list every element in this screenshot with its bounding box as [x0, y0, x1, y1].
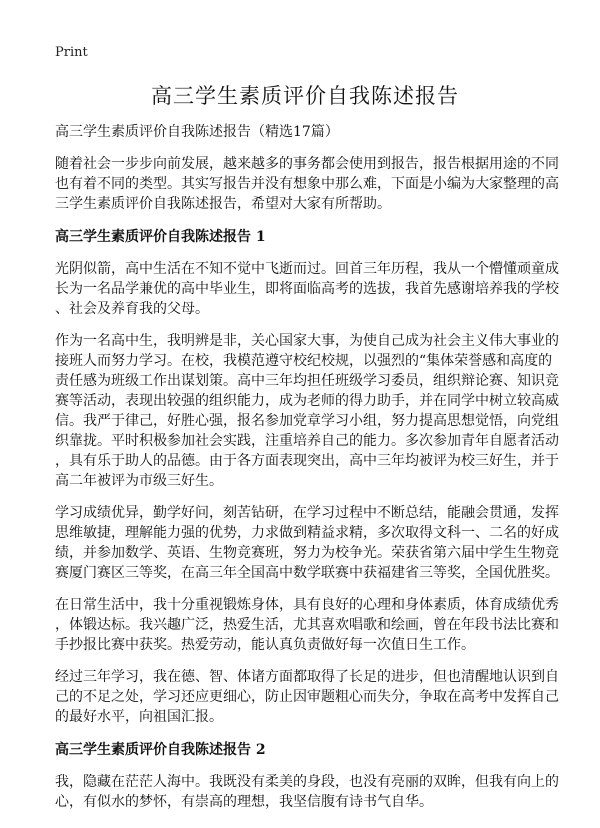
paragraph-line: 责任感为班级工作出谋划策。高中三年均担任班级学习委员，组织辩论赛、知识竞	[55, 373, 559, 389]
paragraph-line: 心，有似水的梦怀，有崇高的理想，我坚信腹有诗书气自华。	[55, 794, 433, 810]
section-heading: 高三学生素质评价自我陈述报告 1	[55, 229, 266, 245]
paragraph	[55, 667, 559, 727]
paragraph-line: 高二年被评为市级三好生。	[55, 473, 223, 489]
paragraph-line: 作为一名高中生，我明辨是非，关心国家大事，为使自己成为社会主义伟大事业的	[55, 333, 559, 349]
paragraph-line: 己的不足之处，学习还应更细心，防止因审题粗心而失分，争取在高考中发挥自己	[55, 689, 559, 705]
paragraph-line: 在日常生活中，我十分重视锻炼身体，具有良好的心理和身体素质，体育成绩优秀	[55, 597, 559, 613]
paragraph-line: ，具有乐于助人的品德。由于各方面表现突出，高中三年均被评为校三好生，并于	[55, 453, 559, 469]
paragraph-line: 接班人而努力学习。在校，我模范遵守校纪校规，以强烈的“集体荣誉感和高度的	[55, 353, 553, 369]
paragraph-line: 绩，并参加数学、英语、生物竞赛班，努力为校争光。荣获省第六届中学生生物竞	[55, 545, 559, 561]
document	[55, 44, 559, 812]
paragraph-line: 经过三年学习，我在德、智、体诸方面都取得了长足的进步，但也清醒地认识到自	[55, 669, 559, 685]
paragraph	[55, 595, 559, 655]
paragraph-line: 学习成绩优异，勤学好问，刻苦钻研，在学习过程中不断总结，能融会贯通，发挥	[55, 505, 559, 521]
paragraph-line: 三学生素质评价自我陈述报告，希望对大家有所帮助。	[55, 196, 391, 212]
paragraph	[55, 772, 559, 812]
paragraph-line: 、社会及养育我的父母。	[55, 301, 209, 317]
paragraph-line: ，体锻达标。我兴趣广泛，热爱生活，尤其喜欢唱歌和绘画，曾在年段书法比赛和	[55, 617, 559, 633]
paragraph	[55, 503, 559, 583]
paragraph-line: 随着社会一步步向前发展，越来越多的事务都会使用到报告，报告根据用途的不同	[55, 156, 559, 172]
paragraph	[55, 259, 559, 319]
paragraph-line: 赛厦门赛区三等奖，在高三年全国高中数学联赛中获福建省三等奖，全国优胜奖。	[55, 565, 559, 581]
paragraph-line: 长为一名品学兼优的高中毕业生，即将面临高考的选拔，我首先感谢培养我的学校	[55, 281, 559, 297]
subtitle: 高三学生素质评价自我陈述报告（精选17篇）	[55, 124, 339, 140]
paragraph-line: 织靠拢。平时积极参加社会实践，注重培养自己的能力。多次参加青年自愿者活动	[55, 433, 559, 449]
paragraph-line: 信。我严于律己，好胜心强，报名参加党章学习小组，努力提高思想觉悟，向党组	[55, 413, 559, 429]
paragraph-line: 思维敏捷，理解能力强的优势，力求做到精益求精，多次取得文科一、二名的好成	[55, 525, 559, 541]
paragraph	[55, 331, 559, 491]
article-body	[55, 154, 559, 812]
paragraph	[55, 154, 559, 214]
section-heading: 高三学生素质评价自我陈述报告 2	[55, 742, 266, 758]
paragraph-line: 也有着不同的类型。其实写报告并没有想象中那么难，下面是小编为大家整理的高	[55, 176, 559, 192]
paragraph-line: 赛等活动，表现出较强的组织能力，成为老师的得力助手，并在同学中树立较高威	[55, 393, 559, 409]
print-link[interactable]: Print	[55, 45, 88, 60]
paragraph-line: 手抄报比赛中获奖。热爱劳动，能认真负责做好每一次值日生工作。	[55, 637, 475, 653]
page-title: 高三学生素质评价自我陈述报告	[151, 84, 459, 108]
paragraph-line: 光阴似箭，高中生活在不知不觉中飞逝而过。回首三年历程，我从一个懵懂顽童成	[55, 261, 559, 277]
paragraph-line: 的最好水平，向祖国汇报。	[55, 709, 223, 725]
paragraph-line: 我，隐藏在茫茫人海中。我既没有柔美的身段，也没有亮丽的双眸，但我有向上的	[55, 774, 559, 790]
